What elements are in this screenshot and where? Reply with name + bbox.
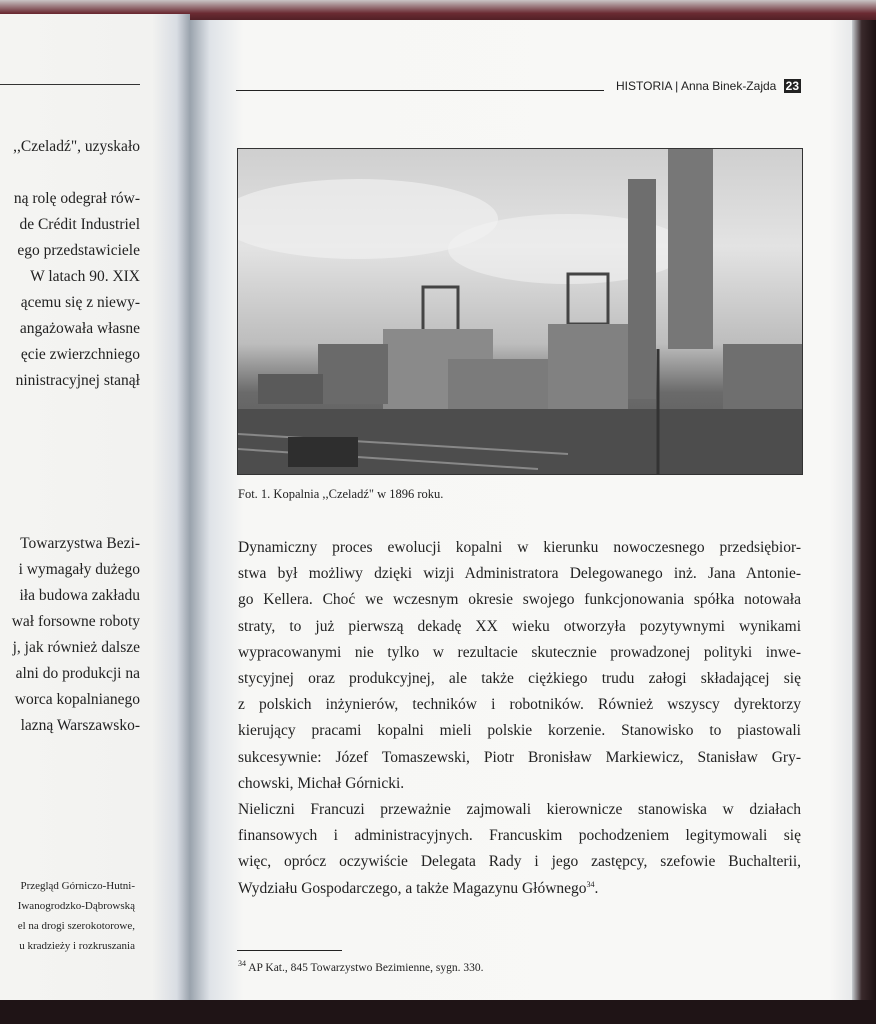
header-rule <box>236 90 604 91</box>
text-line: ęcie zwierzchniego <box>20 346 140 363</box>
body-line: finansowych i administracyjnych. Francuskim pochodzeniem legitymowali się <box>238 827 801 845</box>
left-page <box>0 14 190 1004</box>
text-line: ,,Czeladź", uzyskało <box>13 138 140 155</box>
body-line: sukcesywnie: Józef Tomaszewski, Piotr Bronisław Markiewicz, Stanisław Gry- <box>238 748 801 766</box>
text-line: wał forsowne roboty <box>11 613 140 630</box>
text-line: Przegląd Górniczo-Hutni- <box>20 880 135 892</box>
running-header <box>616 79 801 93</box>
footnote-reference: 34 <box>586 879 595 889</box>
text-line: u kradzieży i rozkruszania <box>19 940 135 952</box>
text-line: Towarzystwa Bezi- <box>20 535 140 552</box>
text-line: iła budowa zakładu <box>19 587 140 604</box>
body-line: chowski, Michał Górnicki. <box>238 774 405 792</box>
footnote-number: 34 <box>238 959 246 968</box>
body-line: stycyjnej oraz produkcyjnej, ale także ciężkiego trudu załogi składającej się <box>238 670 801 687</box>
text-line: Iwanogrodzko-Dąbrowską <box>17 900 135 912</box>
body-line: Nieliczni Francuzi przeważnie zajmowali kierownicze stanowiska w działach <box>238 801 801 818</box>
header-separator: | <box>675 79 679 93</box>
text-line: alni do produkcji na <box>15 665 140 682</box>
text-line: angażowała własne <box>19 320 140 337</box>
text-line: ninistracyjnej stanął <box>15 372 140 389</box>
text-line: el na drogi szerokotorowe, <box>17 920 135 932</box>
header-section: HISTORIA <box>616 79 672 93</box>
header-author: Anna Binek-Zajda <box>680 79 777 93</box>
page-number: 23 <box>785 79 800 93</box>
colliery-illustration <box>238 149 802 474</box>
body-line: straty, to już pierwszą dekadę XX wieku otworzyła pozytywnymi wynikami <box>238 617 801 635</box>
text-line: i wymagały dużego <box>18 561 140 578</box>
body-line: go Kellera. Choć we wczesnym okresie swojego funkcjonowania spółka notowała <box>238 591 801 609</box>
body-line: z polskich inżynierów, techników i robotników. Również wszyscy dyrektorzy <box>238 696 801 714</box>
footnote-text: AP Kat., 845 Towarzystwo Bezimienne, sygn. 330. <box>248 961 484 974</box>
text-line: ną rolę odegrał rów- <box>13 190 140 207</box>
mine-photograph <box>237 148 803 475</box>
body-line: wypracowanymi nie tylko w rezultacie skutecznie prowadzonej polityki inwe- <box>238 643 801 661</box>
book-bottom-edge <box>0 1000 876 1024</box>
body-line: Dynamiczny proces ewolucji kopalni w kierunku nowoczesnego przedsiębior- <box>238 539 801 556</box>
body-line: więc, oprócz oczywiście Delegata Rady i jego zastępcy, szefowie Buchalterii, <box>238 853 801 871</box>
text-line: lazną Warszawsko- <box>20 717 140 734</box>
photo-caption: Fot. 1. Kopalnia ,,Czeladź" w 1896 roku. <box>238 487 444 501</box>
footnote <box>238 959 483 974</box>
left-header-rule <box>0 84 140 85</box>
footnote-rule <box>237 950 342 951</box>
text-line: worca kopalnianego <box>14 691 140 708</box>
body-line: kierujący pracami kopalni mieli polskie korzenie. Stanowisko to piastowali <box>238 722 801 740</box>
text-line: ego przedstawiciele <box>17 242 140 259</box>
book-right-edge <box>852 20 876 1024</box>
body-line: Wydziału Gospodarczego, a także Magazynu Głównego$^{34}$. <box>238 879 599 897</box>
text-line: de Crédit Industriel <box>19 216 140 233</box>
text-line: W latach 90. XIX <box>30 268 140 285</box>
body-line: stwa był możliwy dzięki wizji Administratora Delegowanego inż. Jana Antonie- <box>238 565 801 583</box>
text-line: j, jak również dalsze <box>12 639 140 656</box>
text-line: ącemu się z niewy- <box>20 294 140 311</box>
